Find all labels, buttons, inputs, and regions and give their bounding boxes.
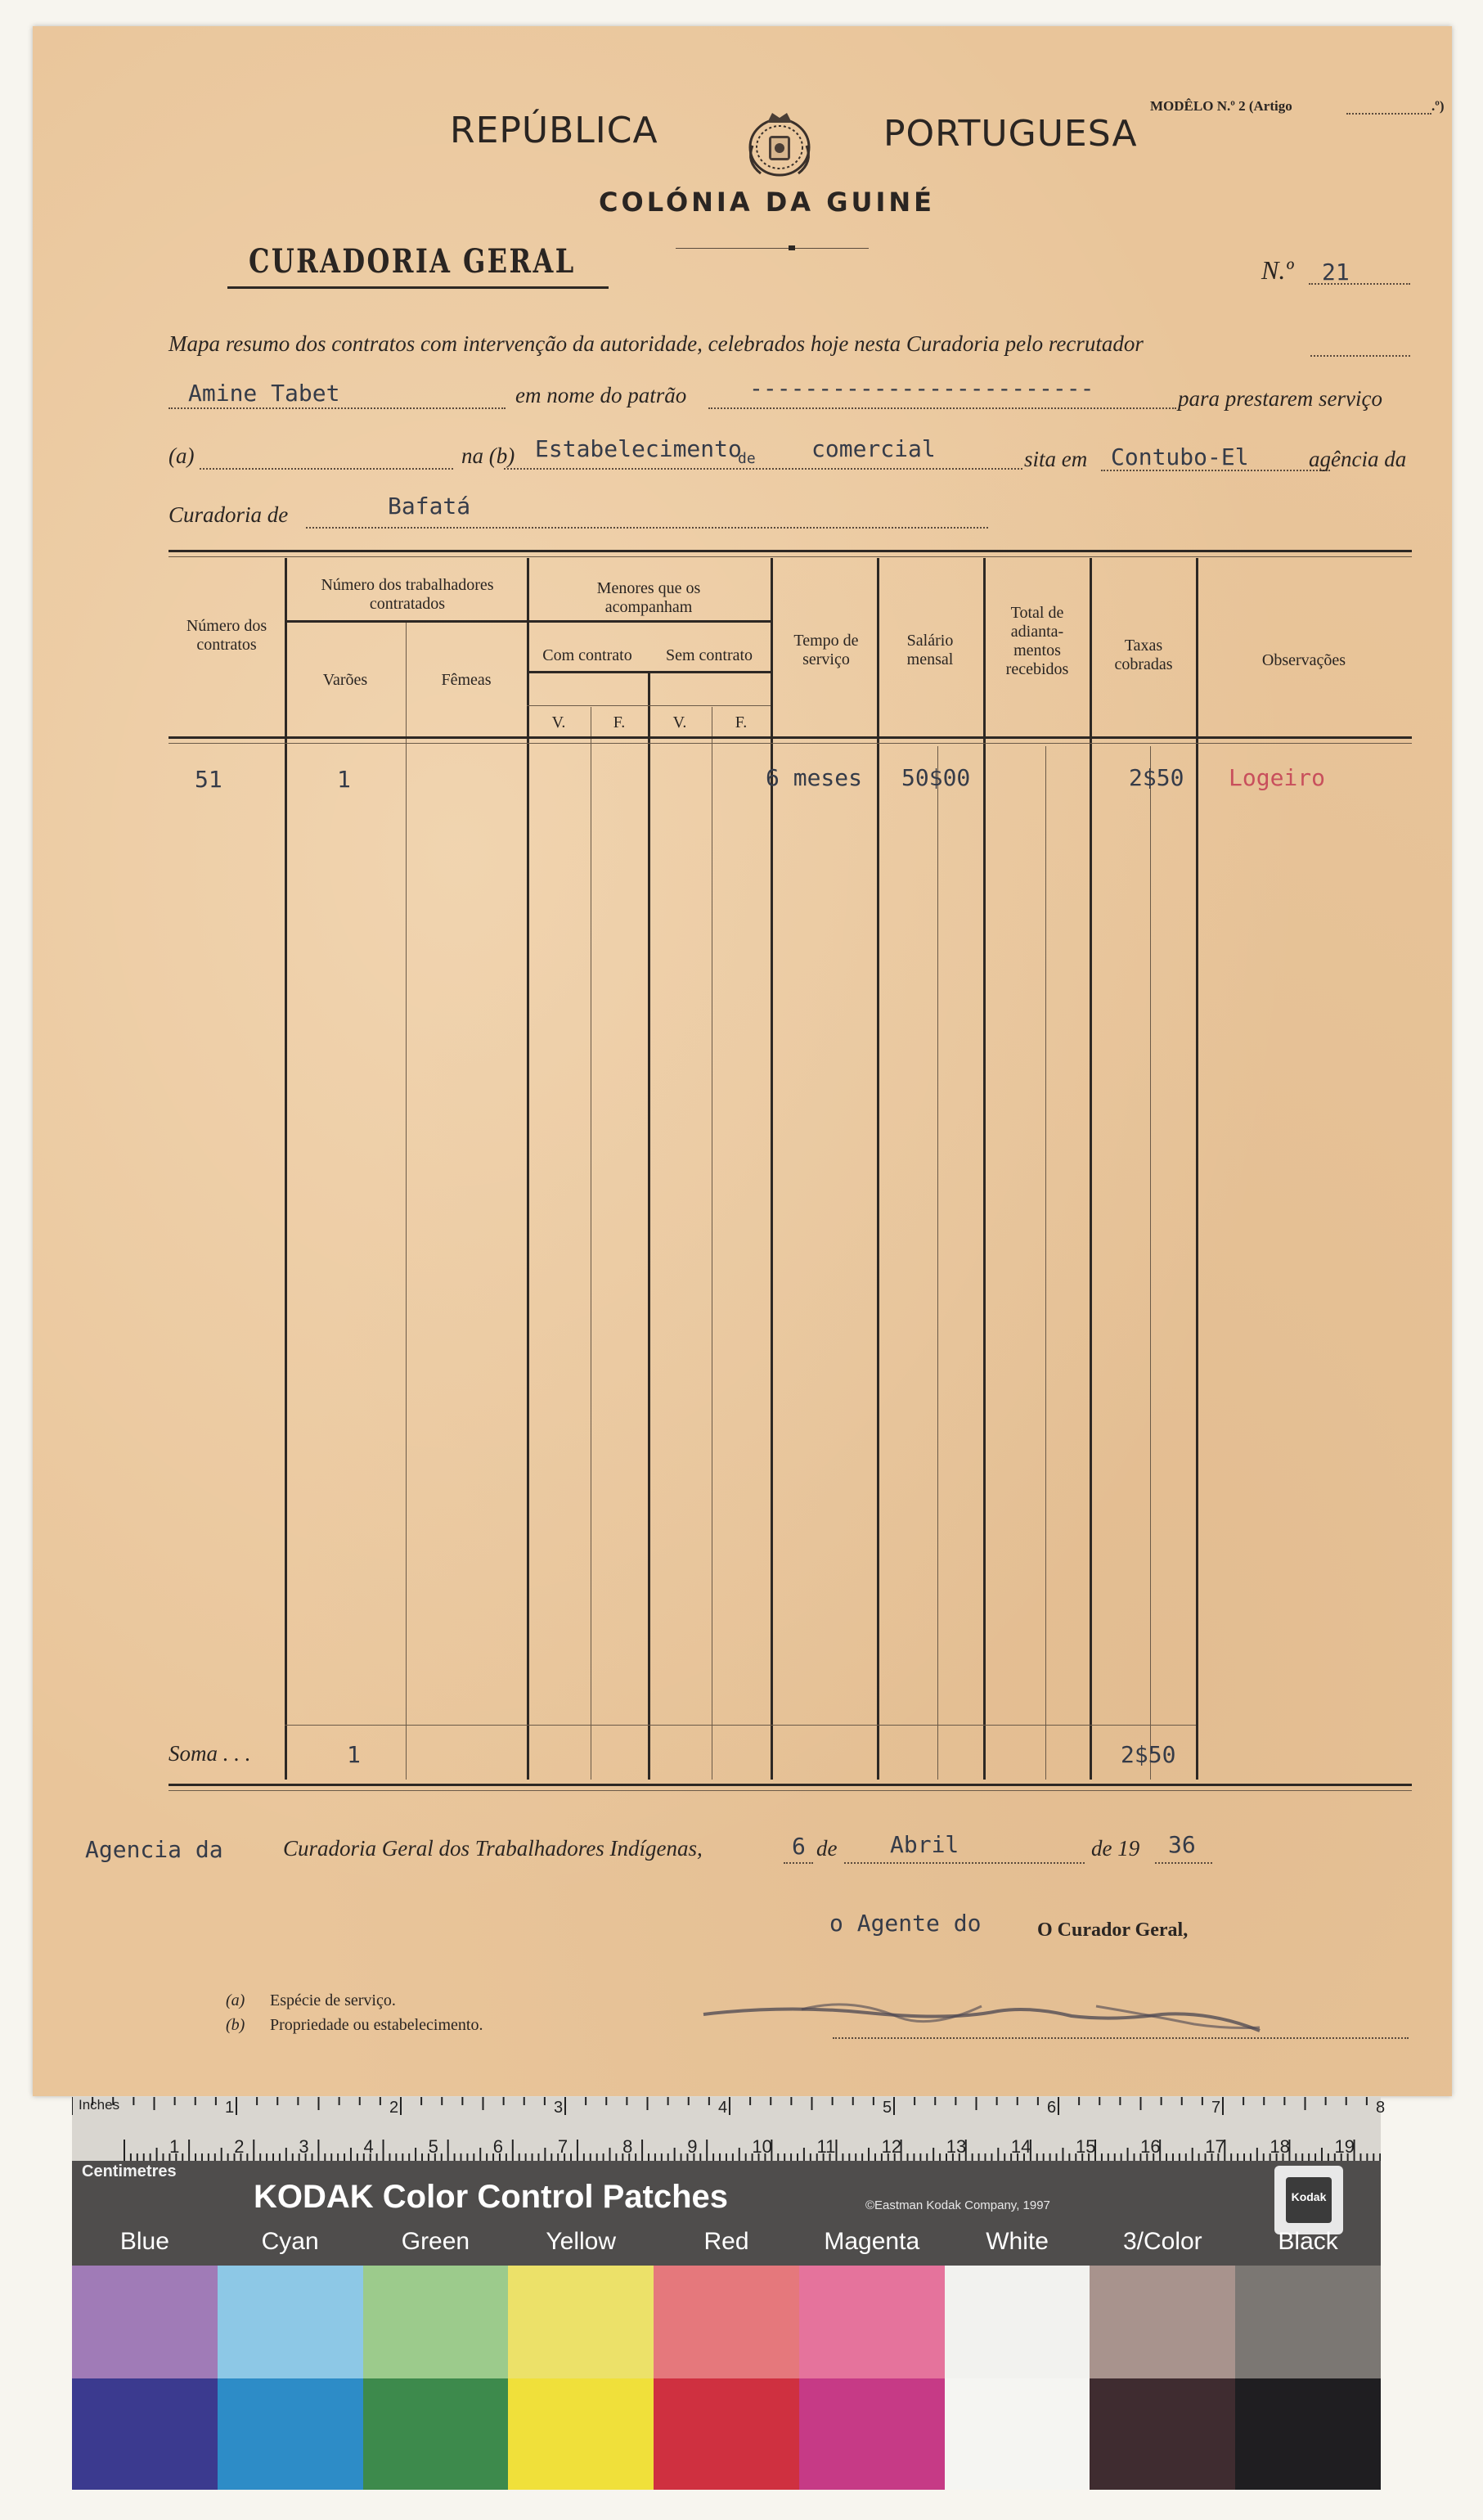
date-de: de xyxy=(816,1836,838,1861)
color-patch-top xyxy=(72,2266,218,2378)
cm-tick-label: 12 xyxy=(881,2136,902,2157)
date-day: 6 xyxy=(792,1833,806,1860)
estabelecimento-value: Estabelecimento xyxy=(535,435,742,462)
col-obs-header: Observações xyxy=(1261,651,1346,669)
kodak-copyright: ©Eastman Kodak Company, 1997 xyxy=(865,2198,1050,2212)
coat-of-arms-icon xyxy=(744,105,815,180)
color-patch-bottom xyxy=(363,2378,509,2490)
color-patch-top xyxy=(218,2266,363,2378)
patch-label: 3/Color xyxy=(1122,2228,1202,2255)
col-femeas-header: Fêmeas xyxy=(441,671,492,689)
cm-tick-label: 13 xyxy=(946,2136,967,2157)
cm-tick-label: 8 xyxy=(622,2136,633,2157)
color-patch-top xyxy=(363,2266,509,2378)
curadoria-geral-line: Curadoria Geral dos Trabalhadores Indígenas, xyxy=(283,1836,703,1861)
kodak-logo-text: Kodak xyxy=(1291,2190,1327,2203)
cm-tick-label: 1 xyxy=(169,2136,180,2157)
agente-do-stamp: o Agente do xyxy=(829,1910,982,1937)
cm-tick-label: 18 xyxy=(1270,2136,1290,2157)
cm-tick-label: 17 xyxy=(1205,2136,1225,2157)
sita-em-label: sita em xyxy=(1024,447,1088,471)
col-sem-f-header: F. xyxy=(735,713,748,731)
kodak-color-strip xyxy=(72,2097,1386,2266)
color-patch-bottom xyxy=(654,2378,799,2490)
soma-label: Soma . . . xyxy=(169,1741,251,1766)
col-numero-header: Número dos contratos xyxy=(186,617,267,654)
inch-tick-label: 7 xyxy=(1211,2099,1221,2117)
color-patch-bottom xyxy=(72,2378,218,2490)
agencia-da-stamp: Agencia da xyxy=(85,1836,223,1863)
cm-tick-label: 3 xyxy=(299,2136,309,2157)
curadoria-geral-title: CURADORIA GERAL xyxy=(249,242,576,281)
col-com-contrato-header: Com contrato xyxy=(542,646,632,664)
color-patch-bottom xyxy=(218,2378,363,2490)
inch-tick-label: 6 xyxy=(1047,2099,1057,2117)
patch-label: White xyxy=(986,2228,1049,2255)
curadoria-de-label: Curadoria de xyxy=(169,502,289,527)
bafata-value: Bafatá xyxy=(388,493,471,520)
inch-tick-label: 2 xyxy=(389,2099,399,2117)
col-com-f-header: F. xyxy=(613,713,626,731)
cm-tick-label: 4 xyxy=(363,2136,374,2157)
inches-label: Inches xyxy=(79,2097,120,2113)
kodak-logo xyxy=(1274,2166,1343,2234)
cm-tick-label: 16 xyxy=(1140,2136,1161,2157)
ruler xyxy=(72,2097,1386,2161)
date-de-19: de 19 xyxy=(1091,1836,1140,1861)
color-patch-top xyxy=(945,2266,1090,2378)
modelo-label: MODÊLO N.º 2 (Artigo xyxy=(1150,98,1292,114)
color-patch-bottom xyxy=(508,2378,654,2490)
patrao-value: ------------------------- xyxy=(749,375,1094,402)
color-patch-top xyxy=(654,2266,799,2378)
color-patch-top xyxy=(799,2266,945,2378)
patch-label: Magenta xyxy=(824,2228,920,2255)
inch-tick-label: 8 xyxy=(1376,2099,1386,2117)
color-patch-top xyxy=(1090,2266,1235,2378)
nota-a: Espécie de serviço. xyxy=(270,1991,396,2009)
document-page xyxy=(33,26,1452,2096)
row-taxas: 2$50 xyxy=(1129,764,1184,791)
cm-tick-label: 9 xyxy=(687,2136,698,2157)
color-patch-bottom xyxy=(945,2378,1090,2490)
inch-tick-label: 3 xyxy=(554,2099,564,2117)
cm-tick-label: 5 xyxy=(428,2136,438,2157)
col-menores-header: Menores que os acompanham xyxy=(596,579,701,616)
signature-image xyxy=(687,1982,1276,2055)
recrutador-name: Amine Tabet xyxy=(188,380,340,407)
color-patch-bottom xyxy=(1235,2378,1381,2490)
col-sem-contrato-header: Sem contrato xyxy=(665,646,753,664)
color-patch-top xyxy=(1235,2266,1381,2378)
col-tempo-header: Tempo de serviço xyxy=(793,632,859,668)
patch-label: Red xyxy=(703,2228,749,2255)
cm-tick-label: 15 xyxy=(1076,2136,1096,2157)
modelo-close: .º) xyxy=(1431,98,1445,114)
row-observacoes: Logeiro xyxy=(1229,764,1326,791)
color-patch-bottom xyxy=(799,2378,945,2490)
date-month: Abril xyxy=(890,1831,959,1858)
date-year: 36 xyxy=(1168,1831,1196,1858)
local-value: Contubo-El xyxy=(1111,443,1249,470)
soma-varoes: 1 xyxy=(347,1741,361,1768)
col-trabalhadores-header: Número dos trabalhadores contratados xyxy=(321,576,494,613)
inch-tick-label: 5 xyxy=(883,2099,892,2117)
cm-tick-label: 2 xyxy=(234,2136,245,2157)
color-patch-bottom xyxy=(1090,2378,1235,2490)
patch-label: Green xyxy=(401,2228,470,2255)
republica-heading: REPÚBLICA xyxy=(450,110,658,151)
colonia-heading: COLÓNIA DA GUINÉ xyxy=(599,187,935,218)
cm-tick-label: 7 xyxy=(557,2136,568,2157)
patch-label: Cyan xyxy=(261,2228,319,2255)
row-tempo: 6 meses xyxy=(766,764,863,791)
numero-value: 21 xyxy=(1322,259,1350,286)
na-b-label: na (b) xyxy=(461,443,515,468)
col-total-header: Total de adianta- mentos recebidos xyxy=(1005,604,1069,678)
nota-b-key: (b) xyxy=(226,2016,245,2034)
cm-tick-label: 10 xyxy=(752,2136,772,2157)
inch-tick-label: 1 xyxy=(225,2099,235,2117)
agencia-da-label: agência da xyxy=(1309,447,1407,471)
intro-line-1: Mapa resumo dos contratos com intervenção da autoridade, celebrados hoje nesta Curadoria pelo recrutador xyxy=(169,331,1144,356)
inch-tick-label: 4 xyxy=(718,2099,728,2117)
cm-tick-label: 11 xyxy=(816,2136,836,2157)
nota-b: Propriedade ou estabelecimento. xyxy=(270,2016,483,2034)
col-sem-v-header: V. xyxy=(672,713,687,731)
kodak-title: KODAK Color Control Patches xyxy=(254,2179,729,2215)
row-varoes: 1 xyxy=(337,766,351,793)
patch-label: Yellow xyxy=(546,2228,617,2255)
numero-label: N.º xyxy=(1261,255,1294,285)
de-small: de xyxy=(738,450,756,467)
color-patch-top xyxy=(508,2266,654,2378)
para-prestarem-label: para prestarem serviço xyxy=(1178,386,1382,411)
portuguesa-heading: PORTUGUESA xyxy=(883,113,1138,155)
cm-tick-label: 14 xyxy=(1010,2136,1031,2157)
row-salario: 50$00 xyxy=(901,764,971,791)
em-nome-label: em nome do patrão xyxy=(515,383,687,407)
curador-geral-label: O Curador Geral, xyxy=(1037,1919,1189,1941)
patch-label: Black xyxy=(1278,2228,1338,2255)
nota-a-key: (a) xyxy=(226,1991,245,2009)
col-taxas-header: Taxas cobradas xyxy=(1114,637,1173,673)
col-com-v-header: V. xyxy=(551,713,566,731)
row-numero: 51 xyxy=(195,766,222,793)
a-label: (a) xyxy=(169,443,195,468)
col-varoes-header: Varões xyxy=(322,671,368,689)
cm-tick-label: 6 xyxy=(492,2136,504,2157)
cm-tick-label: 19 xyxy=(1334,2136,1355,2157)
soma-taxas: 2$50 xyxy=(1121,1741,1176,1768)
comercial-value: comercial xyxy=(811,435,936,462)
patch-label: Blue xyxy=(119,2228,169,2255)
col-salario-header: Salário mensal xyxy=(906,632,954,668)
centimetres-label: Centimetres xyxy=(82,2162,177,2180)
